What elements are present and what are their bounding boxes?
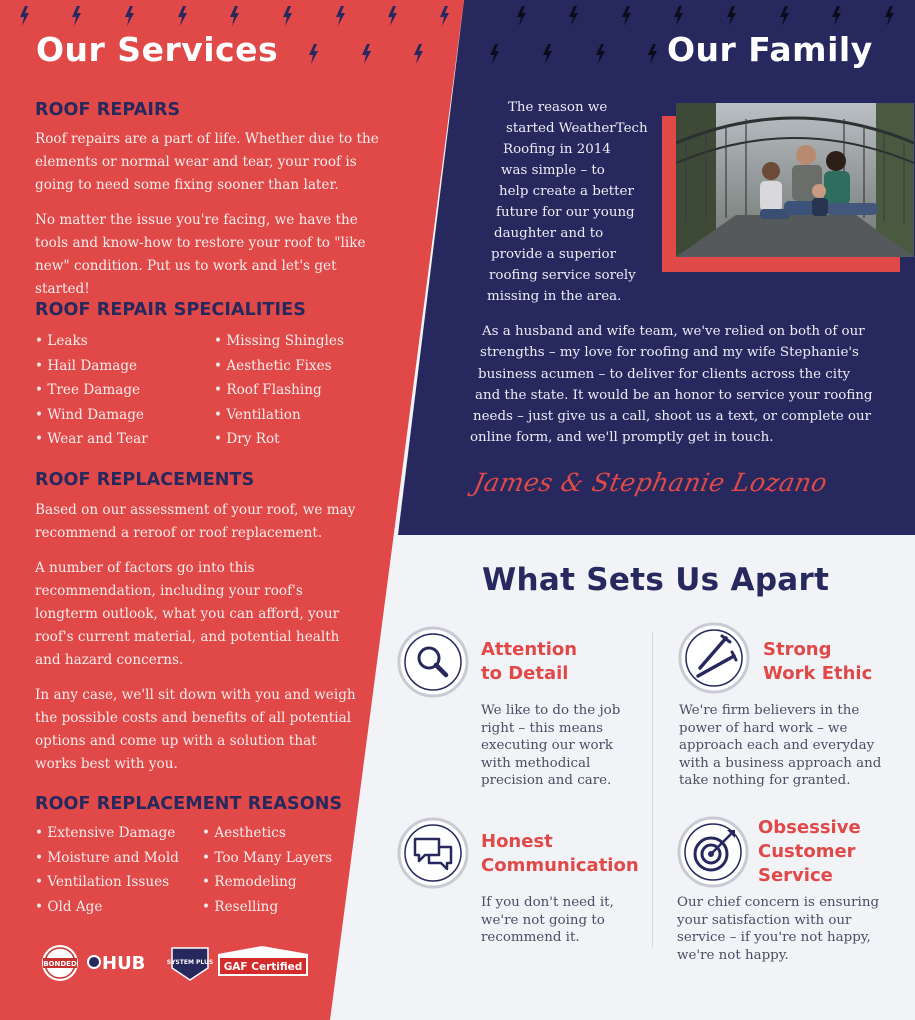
feature-text-line: right – this means [481, 720, 603, 736]
feature-text [677, 894, 879, 964]
list-item: • Hail Damage [35, 354, 148, 379]
roof-replacements-paragraph-2: A number of factors go into this recommendation, including your roof's longterm outlook, what you can afford, your roof's current material, and potential health and hazard concerns. [35, 560, 340, 668]
family-photo [676, 103, 914, 257]
feature-text-line: recommend it. [481, 930, 580, 946]
feature-title-line: Obsessive [758, 817, 861, 838]
feature-text [481, 702, 620, 790]
signature: James & Stephanie Lozano [470, 468, 831, 497]
feature-text-line: with a business approach and [679, 755, 882, 771]
certification-badges [40, 942, 320, 984]
feature-text-line: with methodical [481, 755, 591, 771]
intro-line: provide a superior [491, 247, 617, 262]
hub-logo [87, 953, 145, 974]
feature-text-line: We like to do the job [481, 703, 621, 718]
feature-text-line: power of hard work – we [679, 720, 848, 736]
feature-title-line: Customer [758, 841, 856, 862]
feature-text [679, 702, 881, 790]
list-item: • Dry Rot [214, 427, 344, 452]
intro-line: future for our young [496, 205, 635, 220]
feature-title-line: Communication [481, 855, 639, 876]
system-plus-text: SYSTEM PLUS [166, 959, 214, 966]
bonded-badge-text: BONDED [43, 960, 77, 968]
gaf-certified-badge [218, 946, 308, 976]
roof-repairs-heading: ROOF REPAIRS [35, 100, 181, 120]
family-title: Our Family [667, 30, 873, 69]
specialities-list-left [35, 329, 148, 452]
list-item: • Old Age [35, 895, 179, 920]
gaf-certified-text: GAF Certified [223, 961, 303, 973]
body-line: business acumen – to deliver for clients across the city [478, 366, 851, 382]
roof-replacements-paragraph-3: In any case, we'll sit down with you and weigh the possible costs and benefits of all potential options and come up with a solution that works best with you. [35, 687, 356, 772]
feature-title-line: to Detail [481, 663, 569, 684]
feature-text-line: approach each and everyday [679, 738, 875, 754]
bonded-badge [42, 945, 78, 981]
intro-line: Roofing in 2014 [503, 142, 611, 157]
feature-text-line: service – if you're not happy, [677, 930, 871, 946]
feature-title [763, 638, 872, 686]
magnifier-icon [397, 626, 469, 698]
feature-title-line: Work Ethic [763, 663, 873, 684]
list-item: • Ventilation Issues [35, 870, 179, 895]
body-line: online form, and we'll promptly get in touch. [470, 430, 774, 446]
feature-title [481, 830, 639, 878]
feature-title-line: Honest [481, 831, 553, 852]
intro-line: was simple – to [501, 163, 605, 178]
nails-icon [678, 622, 750, 694]
feature-text-line: executing our work [481, 738, 614, 754]
replacement-reasons-heading: ROOF REPLACEMENT REASONS [35, 794, 343, 814]
specialities-list-right [214, 329, 344, 452]
system-plus-badge [167, 948, 213, 980]
feature-text-line: your satisfaction with our [677, 912, 852, 928]
feature-text-line: we're not going to [481, 912, 605, 928]
list-item: • Missing Shingles [214, 329, 344, 354]
feature-text-line: we're not happy. [677, 947, 789, 963]
roof-repairs-paragraph-2: No matter the issue you're facing, we have the tools and know-how to restore your roof to "like new" condition. Put us to work and let's get started! [35, 212, 366, 297]
reasons-list-right [202, 821, 332, 919]
roof-replacements-paragraph-1: Based on our assessment of your roof, we may recommend a reroof or roof replacement. [35, 502, 356, 541]
list-item: • Reselling [202, 895, 332, 920]
feature-text [481, 894, 614, 947]
list-item: • Leaks [35, 329, 148, 354]
apart-title: What Sets Us Apart [482, 562, 830, 598]
body-line: and the state. It would be an honor to service your roofing [475, 387, 873, 403]
hub-logo-text: HUB [102, 953, 146, 974]
feature-title-line: Attention [481, 639, 578, 660]
feature-title-line: Strong [763, 639, 832, 660]
specialities-heading: ROOF REPAIR SPECIALITIES [35, 300, 306, 320]
feature-text-line: take nothing for granted. [679, 773, 851, 789]
roof-replacements-heading: ROOF REPLACEMENTS [35, 470, 255, 490]
family-body [468, 321, 888, 449]
list-item: • Wind Damage [35, 403, 148, 428]
feature-text-line: If you don't need it, [481, 895, 614, 910]
reasons-list-left [35, 821, 179, 919]
list-item: • Ventilation [214, 403, 344, 428]
feature-text-line: precision and care. [481, 773, 612, 789]
list-item: • Aesthetics [202, 821, 332, 846]
feature-text-line: Our chief concern is ensuring [677, 895, 880, 910]
list-item: • Aesthetic Fixes [214, 354, 344, 379]
intro-line: started WeatherTech [506, 121, 648, 136]
body-line: strengths – my love for roofing and my wife Stephanie's [480, 345, 859, 361]
feature-title-line: Service [758, 865, 833, 886]
feature-title [481, 638, 577, 686]
chat-bubbles-icon [397, 817, 469, 889]
feature-text-line: We're firm believers in the [679, 703, 860, 718]
list-item: • Moisture and Mold [35, 846, 179, 871]
list-item: • Remodeling [202, 870, 332, 895]
services-title: Our Services [36, 30, 279, 69]
list-item: • Wear and Tear [35, 427, 148, 452]
intro-line: help create a better [499, 184, 634, 199]
list-item: • Extensive Damage [35, 821, 179, 846]
intro-line: daughter and to [494, 226, 604, 241]
body-line: needs – just give us a call, shoot us a text, or complete our [473, 409, 871, 425]
feature-title [758, 816, 861, 888]
intro-line: missing in the area. [487, 289, 622, 304]
roof-repairs-paragraph-1: Roof repairs are a part of life. Whether due to the elements or normal wear and tear, your roof is going to need some fixing sooner than later. [35, 131, 379, 193]
intro-line: The reason we [508, 100, 608, 115]
family-intro [478, 97, 648, 307]
list-item: • Too Many Layers [202, 846, 332, 871]
target-icon [677, 816, 749, 888]
body-line: As a husband and wife team, we've relied on both of our [482, 324, 865, 339]
intro-line: roofing service sorely [489, 268, 636, 283]
column-divider [652, 632, 653, 947]
list-item: • Tree Damage [35, 378, 148, 403]
list-item: • Roof Flashing [214, 378, 344, 403]
